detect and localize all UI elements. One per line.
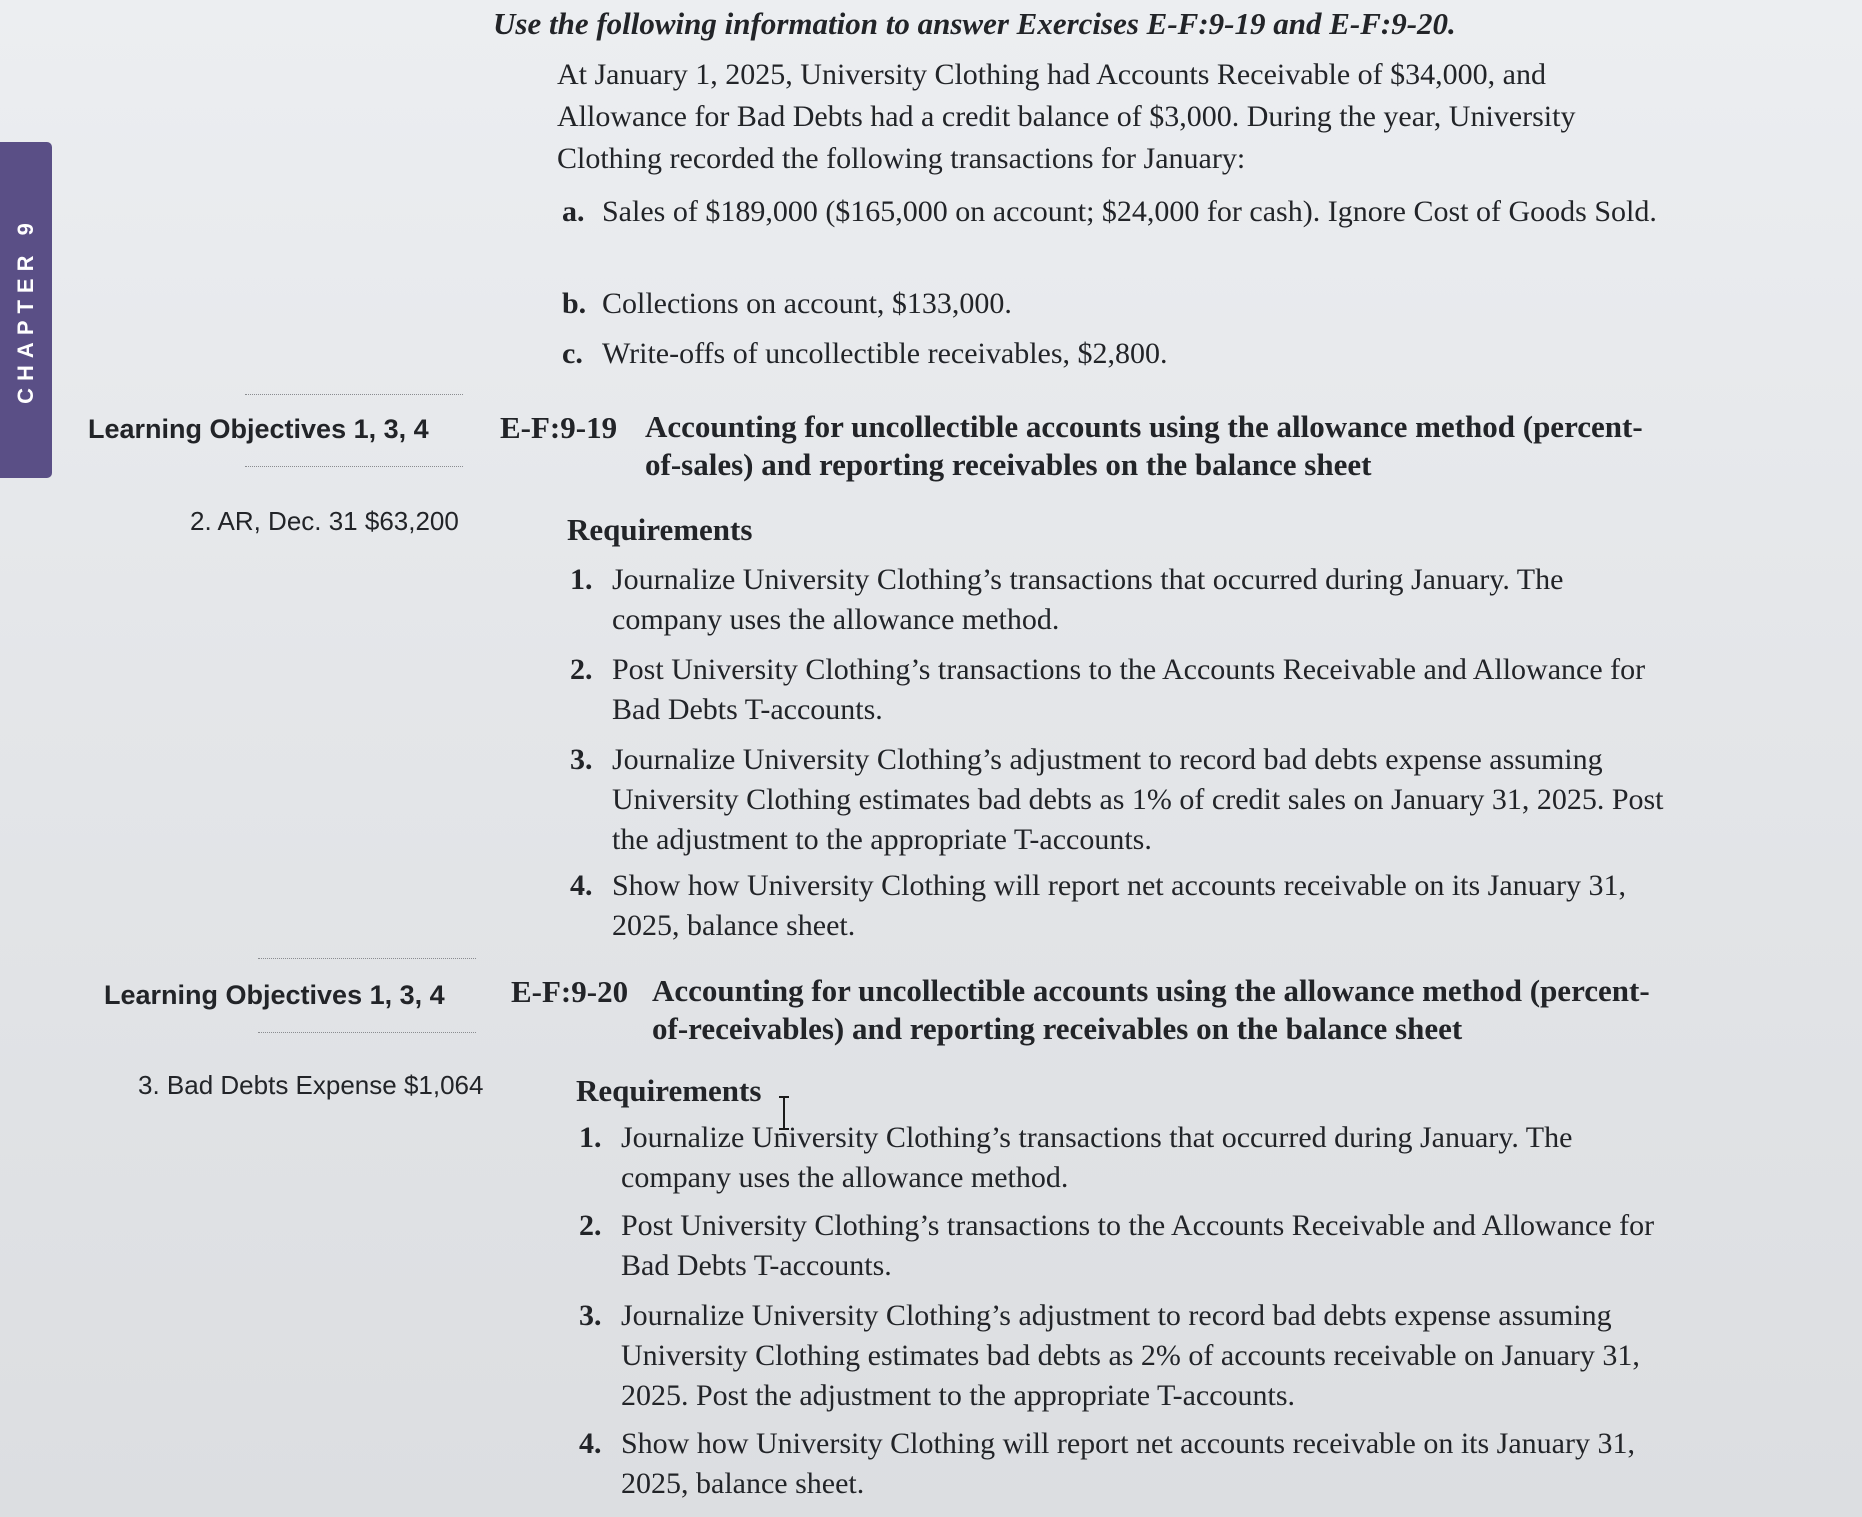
answer-hint: 3. Bad Debts Expense $1,064 [138,1070,484,1100]
exercise-number: E-F:9-20 [511,974,629,1009]
list-item [570,740,1670,860]
list-item [579,1206,1679,1286]
divider [245,466,463,467]
answer-hint: 2. AR, Dec. 31 $63,200 [190,506,459,536]
list-item [562,284,1662,324]
list-text: Post University Clothing’s transactions to the Accounts Receivable and Allowance for Bad Debts T-accounts. [621,1209,1655,1282]
list-marker: 4. [579,1427,602,1460]
learning-objectives: Learning Objectives 1, 3, 4 [88,414,429,444]
list-item [562,192,1662,232]
intro-paragraph: At January 1, 2025, University Clothing had Accounts Receivable of $34,000, and Allowance for Bad Debts had a credit balance of $3,000. During the year, University Clothing recorded the following transactions for January: [557,58,1576,175]
list-marker: 3. [579,1299,602,1332]
text-cursor-icon [776,1096,792,1130]
requirements-list [570,560,1670,940]
list-marker: 1. [570,563,593,596]
requirements-list [579,1118,1679,1498]
list-marker: 1. [579,1121,602,1154]
learning-objectives: Learning Objectives 1, 3, 4 [104,980,445,1010]
requirements-heading: Requirements [576,1073,762,1108]
divider [258,1032,476,1033]
list-item [570,866,1670,946]
requirements-heading: Requirements [567,512,753,547]
list-marker: b. [562,287,587,320]
list-text: Show how University Clothing will report net accounts receivable on its January 31, 2025, balance sheet. [621,1427,1635,1500]
list-text: Post University Clothing’s transactions to the Accounts Receivable and Allowance for Bad Debts T-accounts. [612,653,1646,726]
list-item [579,1424,1679,1504]
chapter-tab-label: CHAPTER 9 [13,216,38,404]
chapter-tab [0,142,52,478]
list-text: Collections on account, $133,000. [602,287,1012,320]
list-marker: 4. [570,869,593,902]
transaction-list [562,192,1662,382]
divider [258,958,476,959]
exercise-number: E-F:9-19 [500,410,618,445]
list-text: Sales of $189,000 ($165,000 on account; $24,000 for cash). Ignore Cost of Goods Sold. [602,195,1657,228]
list-item [579,1118,1679,1198]
list-marker: a. [562,195,585,228]
divider [245,394,463,395]
list-marker: 2. [579,1209,602,1242]
list-marker: 2. [570,653,593,686]
list-item [570,650,1670,730]
list-text: Write-offs of uncollectible receivables, $2,800. [602,337,1168,370]
list-marker: c. [562,337,583,370]
list-text: Journalize University Clothing’s adjustment to record bad debts expense assuming University Clothing estimates bad debts as 2% of accounts receivable on January 31, 2025. Post the adjustment to the appropriate T-accounts. [621,1299,1640,1412]
list-text: Journalize University Clothing’s transactions that occurred during January. The company uses the allowance method. [621,1121,1573,1194]
list-item [579,1296,1679,1416]
list-item [570,560,1670,640]
list-text: Journalize University Clothing’s transactions that occurred during January. The company uses the allowance method. [612,563,1564,636]
exercise-title: Accounting for uncollectible accounts using the allowance method (percent-of-sales) and reporting receivables on the balance sheet [645,409,1643,482]
list-item [562,334,1662,374]
exercise-title: Accounting for uncollectible accounts using the allowance method (percent-of-receivables) and reporting receivables on the balance sheet [652,973,1650,1046]
list-marker: 3. [570,743,593,776]
list-text: Journalize University Clothing’s adjustment to record bad debts expense assuming University Clothing estimates bad debts as 1% of credit sales on January 31, 2025. Post the adjustment to the appropriate T-accounts. [612,743,1664,856]
intro-heading: Use the following information to answer Exercises E-F:9-19 and E-F:9-20. [493,6,1456,41]
list-text: Show how University Clothing will report net accounts receivable on its January 31, 2025, balance sheet. [612,869,1626,942]
